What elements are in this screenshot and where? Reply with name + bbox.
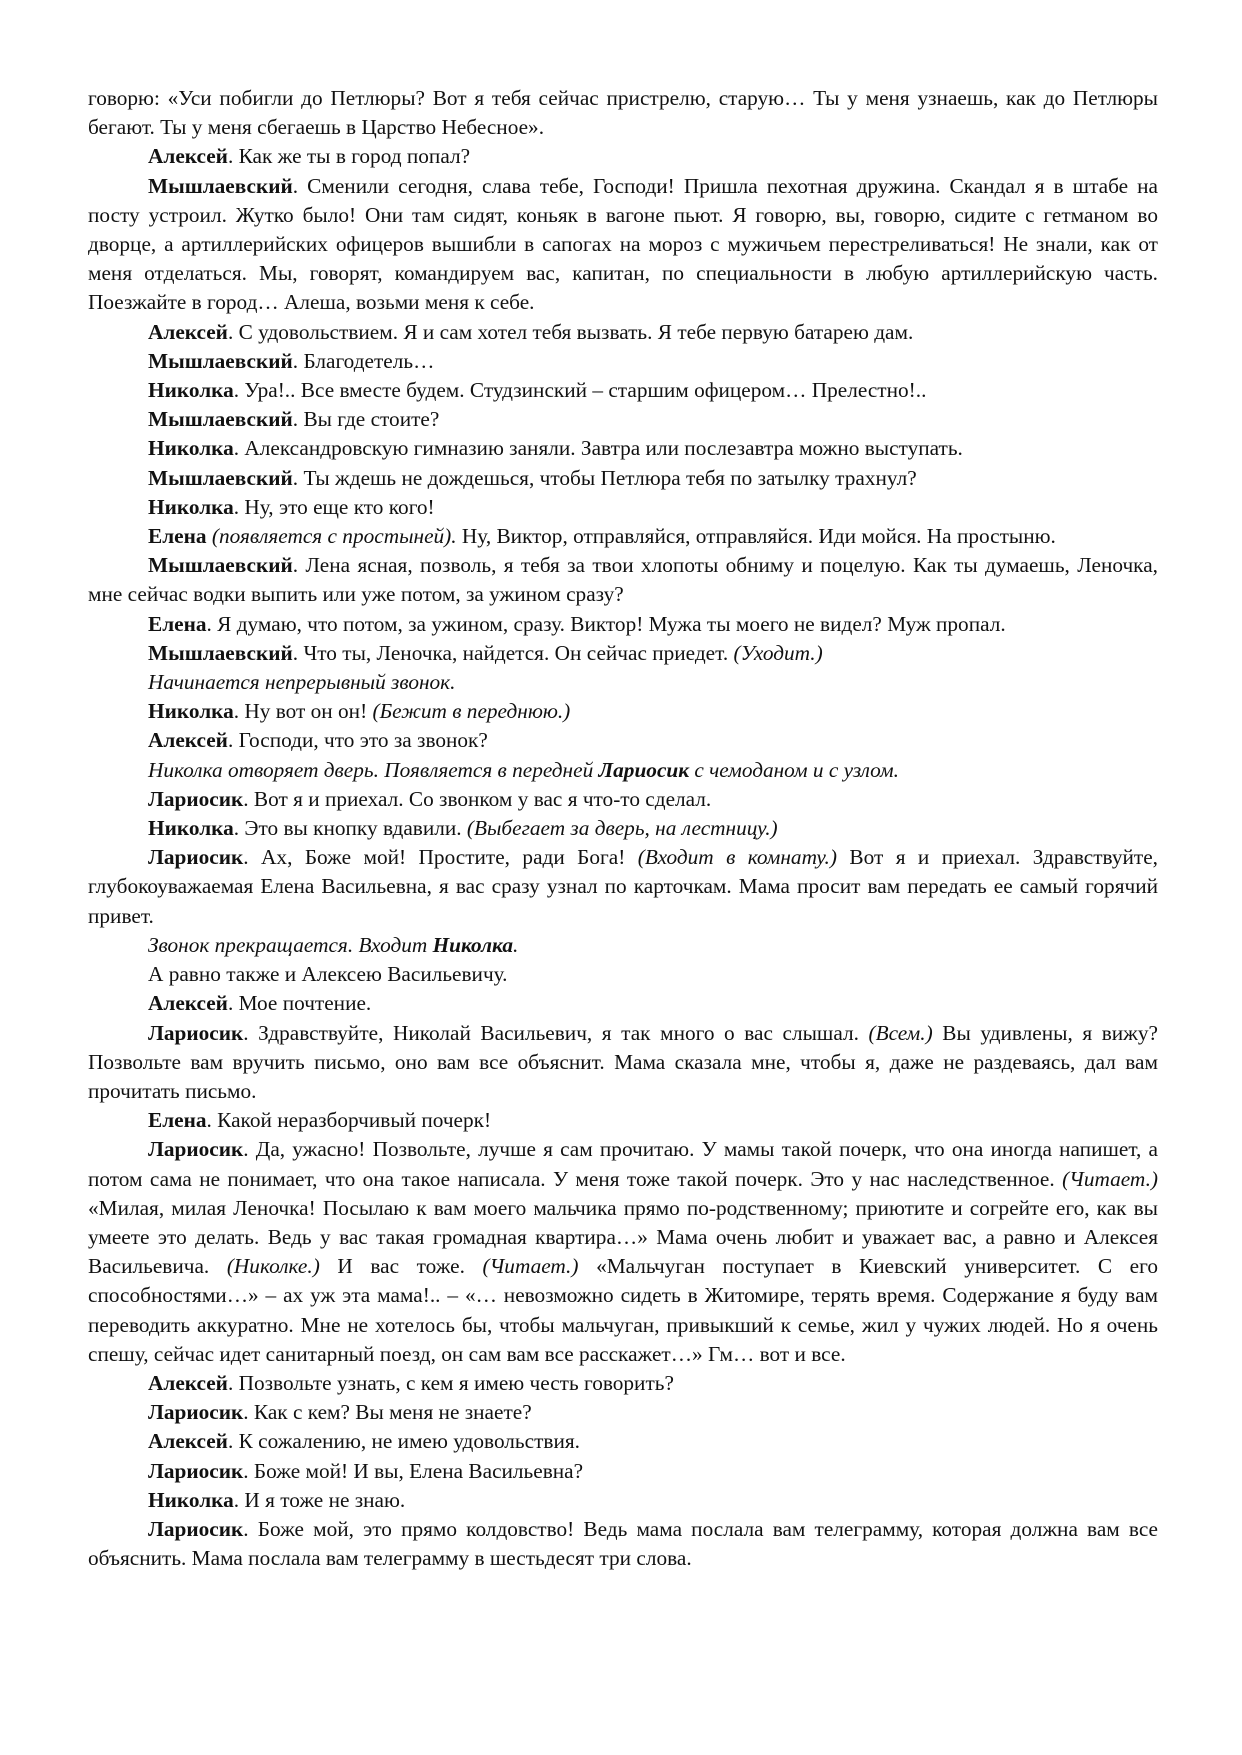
dialogue-paragraph bbox=[88, 405, 1158, 434]
speaker-name: Алексей bbox=[148, 991, 228, 1016]
speech-text: . Господи, что это за звонок? bbox=[227, 728, 488, 753]
speech-text: . Ну, это еще кто кого! bbox=[233, 494, 435, 519]
speech-text: . Ну вот он он! bbox=[233, 699, 373, 724]
dialogue-paragraph bbox=[88, 697, 1158, 726]
speech-text: . Боже мой, это прямо колдовство! Ведь мама послала вам телеграмму, которая должна вам все объяснить. Мама послала вам телеграмму в шестьдесят три слова. bbox=[88, 1516, 1158, 1571]
speech-text: . Как же ты в город попал? bbox=[227, 144, 471, 169]
speaker-name: Алексей bbox=[148, 1429, 228, 1454]
speech-text: . Какой неразборчивый почерк! bbox=[206, 1108, 492, 1133]
speaker-name: Лариосик bbox=[598, 757, 690, 782]
speech-text: . Вы где стоите? bbox=[292, 407, 440, 432]
stage-remark: (появляется с простыней). bbox=[211, 524, 457, 549]
speaker-name: Николка bbox=[148, 699, 234, 724]
stage-direction bbox=[88, 756, 1158, 785]
speech-text: . К сожалению, не имею удовольствия. bbox=[227, 1429, 580, 1454]
speaker-name: Николка bbox=[148, 1487, 234, 1512]
speaker-name: Николка bbox=[148, 494, 234, 519]
speaker-name: Лариосик bbox=[148, 1458, 244, 1483]
speaker-name: Алексей bbox=[148, 1370, 228, 1395]
speech-text: . bbox=[512, 932, 519, 957]
speaker-name: Лариосик bbox=[148, 1400, 244, 1425]
dialogue-paragraph bbox=[88, 814, 1158, 843]
speech-text: Начинается непрерывный звонок. bbox=[148, 670, 456, 695]
stage-remark: (Уходит.) bbox=[733, 640, 823, 665]
speech-text: Вот я и приехал. Здравствуйте, глубокоуважаемая Елена Васильевна, я вас сразу узнал по карточкам. Мама просит вам передать ее самый горячий привет. bbox=[88, 845, 1158, 928]
speaker-name: Елена bbox=[148, 611, 207, 636]
speech-text: Вы удивлены, я вижу? Позвольте вам вручить письмо, оно вам все объяснит. Мама сказала мне, чтобы я, даже не раздеваясь, дал вам прочитать письмо. bbox=[88, 1020, 1158, 1103]
dialogue-paragraph bbox=[88, 989, 1158, 1018]
stage-remark: (Бежит в переднюю.) bbox=[372, 699, 571, 724]
speech-text: . Позвольте узнать, с кем я имею честь говорить? bbox=[227, 1370, 674, 1395]
speaker-name: Мышлаевский bbox=[148, 407, 293, 432]
stage-remark: (Выбегает за дверь, на лестницу.) bbox=[466, 816, 778, 841]
speech-text: . И я тоже не знаю. bbox=[233, 1487, 406, 1512]
speaker-name: Мышлаевский bbox=[148, 640, 293, 665]
dialogue-paragraph bbox=[88, 1398, 1158, 1427]
stage-remark: (Читает.) bbox=[482, 1254, 579, 1279]
speech-text: говорю: «Уси побигли до Петлюры? Вот я тебя сейчас пристрелю, старую… Ты у меня узнаешь, как до Петлюры бегают. Ты у меня сбегаешь в Царство Небесное». bbox=[88, 86, 1158, 140]
speaker-name: Мышлаевский bbox=[148, 348, 293, 373]
speaker-name: Мышлаевский bbox=[148, 465, 293, 490]
dialogue-paragraph bbox=[88, 434, 1158, 463]
stage-remark: (Входит в комнату.) bbox=[637, 845, 837, 870]
speech-text: . Мое почтение. bbox=[227, 991, 372, 1016]
speaker-name: Николка bbox=[148, 816, 234, 841]
speech-text: . Ура!.. Все вместе будем. Студзинский – старшим офицером… Прелестно!.. bbox=[233, 378, 927, 403]
speaker-name: Мышлаевский bbox=[148, 553, 293, 578]
speaker-name: Николка bbox=[432, 932, 513, 957]
dialogue-paragraph bbox=[88, 843, 1158, 931]
speech-text: . Благодетель… bbox=[292, 348, 435, 373]
speech-text: . Что ты, Леночка, найдется. Он сейчас приедет. bbox=[292, 640, 734, 665]
speaker-name: Лариосик bbox=[148, 1020, 244, 1045]
dialogue-paragraph bbox=[88, 639, 1158, 668]
speech-text: . Боже мой! И вы, Елена Васильевна? bbox=[243, 1458, 584, 1483]
dialogue-paragraph bbox=[88, 1019, 1158, 1107]
dialogue-paragraph bbox=[88, 464, 1158, 493]
dialogue-paragraph bbox=[88, 1369, 1158, 1398]
speech-text: . Это вы кнопку вдавили. bbox=[233, 816, 467, 841]
dialogue-paragraph bbox=[88, 142, 1158, 171]
stage-direction bbox=[88, 931, 1158, 960]
stage-remark: (Читает.) bbox=[1062, 1166, 1158, 1191]
dialogue-paragraph bbox=[88, 84, 1158, 142]
speech-text: . Я думаю, что потом, за ужином, сразу. Виктор! Мужа ты моего не видел? Муж пропал. bbox=[206, 611, 1006, 636]
speaker-name: Лариосик bbox=[148, 845, 244, 870]
dialogue-paragraph bbox=[88, 1486, 1158, 1515]
dialogue-paragraph bbox=[88, 610, 1158, 639]
speaker-name: Лариосик bbox=[148, 1137, 244, 1162]
speaker-name: Елена bbox=[148, 1108, 207, 1133]
speech-text: . Как с кем? Вы меня не знаете? bbox=[243, 1400, 532, 1425]
dialogue-paragraph bbox=[88, 726, 1158, 755]
dialogue-paragraph bbox=[88, 1135, 1158, 1369]
speech-text: с чемоданом и с узлом. bbox=[689, 757, 899, 782]
dialogue-paragraph bbox=[88, 785, 1158, 814]
speech-text: Николка отворяет дверь. Появляется в передней bbox=[148, 757, 599, 782]
speech-text: . Вот я и приехал. Со звонком у вас я что-то сделал. bbox=[243, 786, 712, 811]
dialogue-paragraph bbox=[88, 493, 1158, 522]
stage-remark: (Николке.) bbox=[226, 1254, 320, 1279]
speech-text: . Ах, Боже мой! Простите, ради Бога! bbox=[243, 845, 638, 870]
dialogue-paragraph bbox=[88, 172, 1158, 318]
speech-text: . Сменили сегодня, слава тебе, Господи! Пришла пехотная дружина. Скандал я в штабе на посту устроил. Жутко было! Они там сидят, коньяк в вагоне пьют. Я говорю, вы, говорю, сидите с гетманом во дворце, а артиллерийских офицеров вышибли в сапогах на мороз с мужичьем перестреливаться! Не знали, как от меня отделаться. Мы, говорят, командируем вас, капитан, по специальности в любую артиллерийскую часть. Поезжайте в город… Алеша, возьми меня к себе. bbox=[88, 173, 1158, 315]
speech-text: А равно также и Алексею Васильевичу. bbox=[148, 962, 508, 987]
dialogue-paragraph bbox=[88, 1106, 1158, 1135]
dialogue-paragraph bbox=[88, 960, 1158, 989]
stage-direction bbox=[88, 668, 1158, 697]
speech-text: . Да, ужасно! Позвольте, лучше я сам прочитаю. У мамы такой почерк, что она иногда напишет, а потом сама не понимает, что она такое написала. У меня тоже такой почерк. Это у нас наследственное. bbox=[88, 1137, 1158, 1191]
play-text bbox=[88, 84, 1158, 1573]
speaker-name: Алексей bbox=[148, 728, 228, 753]
speech-text: . Лена ясная, позволь, я тебя за твои хлопоты обниму и поцелую. Как ты думаешь, Леночка, мне сейчас водки выпить или уже потом, за ужином сразу? bbox=[88, 553, 1158, 607]
speaker-name: Мышлаевский bbox=[148, 173, 293, 198]
speech-text: «Милая, милая Леночка! Посылаю к вам моего мальчика прямо по-родственному; приютите и согрейте его, как вы умеете это делать. Ведь у вас такая громадная квартира…» Мама очень любит и уважает вас, а равно и Алексея Васильевича. bbox=[88, 1195, 1158, 1279]
speaker-name: Лариосик bbox=[148, 786, 244, 811]
speaker-name: Алексей bbox=[148, 319, 228, 344]
speaker-name: Николка bbox=[148, 436, 234, 461]
speech-text: И вас тоже. bbox=[319, 1254, 483, 1279]
speech-text: Ну, Виктор, отправляйся, отправляйся. Иди мойся. На простыню. bbox=[456, 524, 1056, 549]
dialogue-paragraph bbox=[88, 376, 1158, 405]
dialogue-paragraph bbox=[88, 347, 1158, 376]
speaker-name: Лариосик bbox=[148, 1516, 244, 1541]
speech-text: . Здравствуйте, Николай Васильевич, я так много о вас слышал. bbox=[243, 1020, 869, 1045]
speech-text: . Александровскую гимназию заняли. Завтра или послезавтра можно выступать. bbox=[233, 436, 963, 461]
dialogue-paragraph bbox=[88, 318, 1158, 347]
dialogue-paragraph bbox=[88, 1427, 1158, 1456]
speech-text: . С удовольствием. Я и сам хотел тебя вызвать. Я тебе первую батарею дам. bbox=[227, 319, 914, 344]
stage-remark: (Всем.) bbox=[868, 1020, 933, 1045]
speech-text: Звонок прекращается. Входит bbox=[148, 932, 433, 957]
speaker-name: Елена bbox=[148, 524, 207, 549]
dialogue-paragraph bbox=[88, 551, 1158, 609]
dialogue-paragraph bbox=[88, 1515, 1158, 1573]
dialogue-paragraph bbox=[88, 522, 1158, 551]
speaker-name: Николка bbox=[148, 378, 234, 403]
dialogue-paragraph bbox=[88, 1457, 1158, 1486]
speech-text: . Ты ждешь не дождешься, чтобы Петлюра тебя по затылку трахнул? bbox=[292, 465, 917, 490]
speech-text: «Мальчуган поступает в Киевский университет. С его способностями…» – ах уж эта мама!.. – «… невозможно сидеть в Житомире, терять время. Содержание я буду вам переводить аккуратно. Мне не хотелось бы, чтобы мальчуган, привыкший к семье, жил у чужих людей. Но я очень спешу, сейчас идет санитарный поезд, он сам вам все расскажет…» Гм… вот и все. bbox=[88, 1254, 1158, 1366]
speaker-name: Алексей bbox=[148, 144, 228, 169]
